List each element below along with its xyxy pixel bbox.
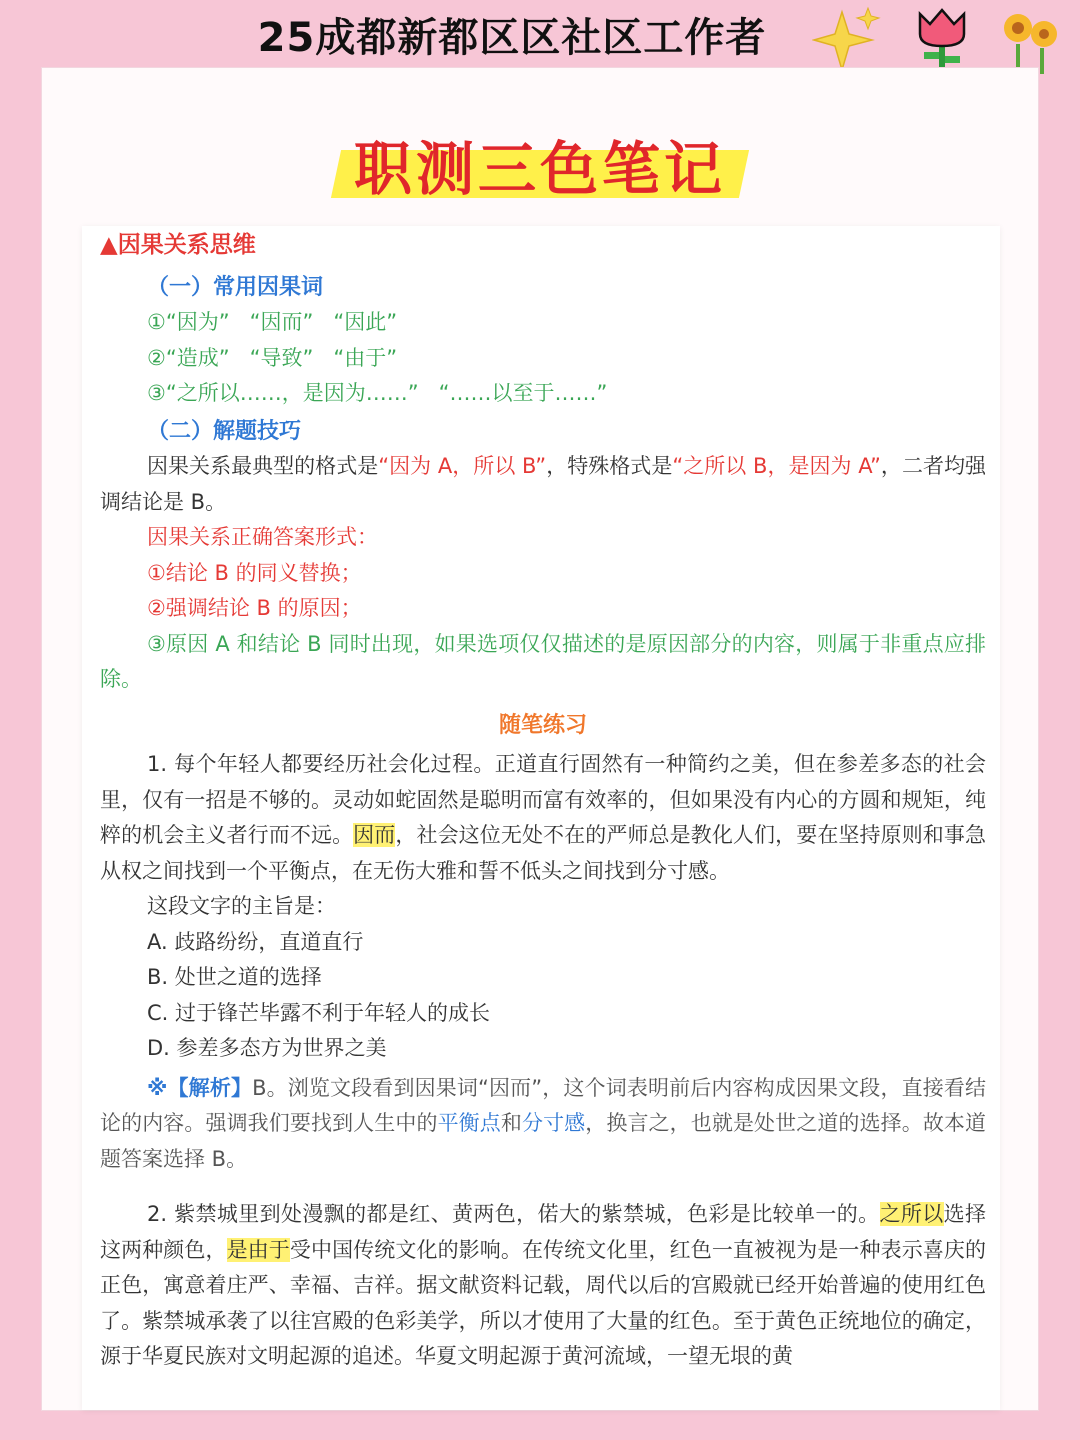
sunflower-icon — [996, 4, 1068, 76]
q2-text-3: 受中国传统文化的影响。在传统文化里，红色一直被视为是一种表示喜庆的正色，寓意着庄严、幸福、吉祥。据文献资料记载，周代以后的宫殿就已经开始普遍的使用红色了。紫禁城承袭了以往宫殿的色彩美学，所以才使用了大量的红色。至于黄色正统地位的确定，源于华夏民族对文明起源的追述。华夏文明起源于黄河流域，一望无垠的黄 — [100, 1237, 987, 1368]
notes-subtitle — [336, 118, 744, 210]
analysis-text: B。浏览文段看到因果词“因而”，这个词表明前后内容构成因果文段，直接看结论的内容。强调我们要找到人生中的 — [100, 1075, 986, 1135]
answer-forms-title: 因果关系正确答案形式： — [147, 525, 378, 549]
q1-text-2: ，社会这位无处不在的严师总是教化人们，要在坚持原则和事急从权之间找到一个平衡点，在无伤大雅和誓不低头之间找到分寸感。 — [100, 823, 987, 883]
cause-words-line-3: ③“之所以……，是因为……” “……以至于……” — [147, 381, 608, 405]
tip-text-3: ，二者均强调结论是 B。 — [100, 454, 987, 514]
q1-highlight: 因而 — [353, 823, 396, 847]
analysis-and: 和 — [500, 1111, 522, 1135]
analysis-text-2: ，换言之，也就是处世之道的选择。故本道题答案选择 B。 — [100, 1111, 987, 1171]
answer-form-3: ③原因 A 和结论 B 同时出现，如果选项仅仅描述的是原因部分的内容，则属于非重点应排除。 — [100, 631, 986, 691]
analysis-keyword-1: 平衡点 — [437, 1111, 501, 1135]
q2-text-2: 选择这两种颜色， — [100, 1202, 987, 1262]
option-b: B. 处世之道的选择 — [147, 965, 322, 989]
notes-content — [100, 228, 986, 1375]
tip-text: 因果关系最典型的格式是 — [147, 454, 379, 478]
option-c: C. 过于锋芒毕露不利于年轻人的成长 — [147, 1000, 491, 1025]
practice-title: 随笔练习 — [498, 712, 587, 738]
part1-title: （一）常用因果词 — [147, 274, 324, 300]
q2-text: 2. 紫禁城里到处漫飘的都是红、黄两色，偌大的紫禁城，色彩是比较单一的。 — [147, 1202, 880, 1226]
q1-text: 1. 每个年轻人都要经历社会化过程。正道直行固然有一种简约之美，但在参差多态的社会里，仅有一招是不够的。灵动如蛇固然是聪明而富有效率的，但如果没有内心的方圆和规矩，纯粹的机会主义者行而不远。 — [100, 752, 986, 847]
question-2-passage — [100, 1197, 986, 1375]
header-title: 25成都新都区区社区工作者 — [257, 15, 767, 61]
q2-highlight-2: 是由于 — [226, 1237, 290, 1262]
question-1-passage — [100, 747, 986, 889]
section-heading: ▲因果关系思维 — [100, 232, 256, 258]
sparkle-icon — [812, 4, 884, 76]
cause-words-line-1: ①“因为” “因而” “因此” — [147, 310, 398, 334]
tip-format-2: “之所以 B，是因为 A” — [672, 454, 881, 478]
tips-paragraph — [100, 449, 986, 520]
option-a: A. 歧路纷纷，直道直行 — [147, 929, 364, 954]
q2-highlight-1: 之所以 — [879, 1202, 944, 1226]
question-1-prompt: 这段文字的主旨是： — [147, 894, 336, 918]
analysis-keyword-2: 分寸感 — [521, 1111, 586, 1135]
answer-form-2: ②强调结论 B 的原因； — [147, 596, 362, 620]
subtitle-wrap — [0, 118, 1080, 210]
tip-format-1: “因为 A，所以 B” — [378, 454, 547, 478]
answer-form-1: ①结论 B 的同义替换； — [147, 560, 362, 585]
option-d: D. 参差多态方为世界之美 — [147, 1036, 387, 1060]
part2-title: （二）解题技巧 — [147, 418, 302, 444]
cause-words-line-2: ②“造成” “导致” “由于” — [147, 345, 398, 370]
tip-text-2: ，特殊格式是 — [546, 454, 673, 478]
analysis-paragraph — [100, 1071, 986, 1178]
analysis-label: ※【解析】 — [147, 1075, 253, 1100]
notes-subtitle-text: 职测三色笔记 — [353, 135, 726, 203]
tulip-icon — [906, 4, 978, 76]
